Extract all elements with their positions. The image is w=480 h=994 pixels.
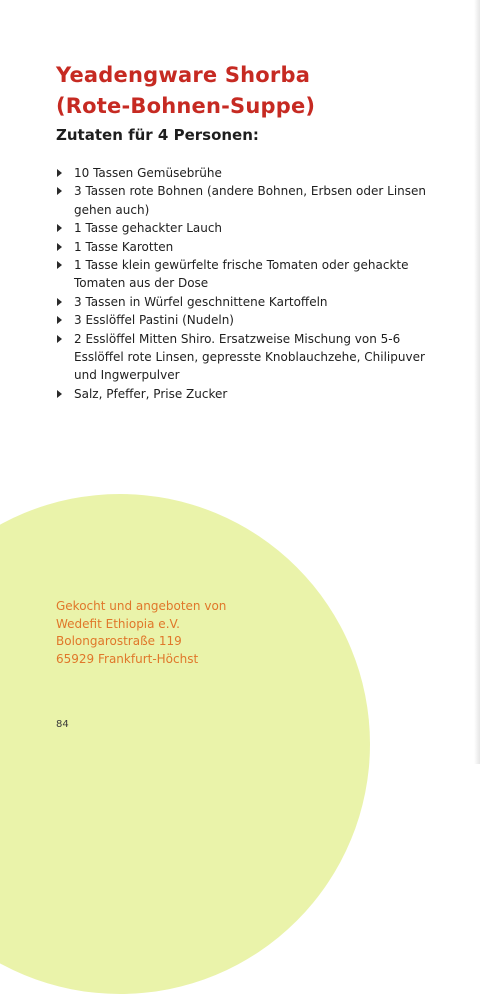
credit-city: 65929 Frankfurt-Höchst <box>56 651 199 666</box>
ingredient-text: 1 Tasse gehackter Lauch <box>74 221 223 236</box>
credit-street: Bolongarostraße 119 <box>56 634 182 648</box>
triangle-bullet-icon <box>57 316 62 324</box>
ingredient-text: 1 Tasse klein gewürfelte frische Tomaten oder gehackte Tomaten aus der Dose <box>74 258 409 291</box>
page-number: 84 <box>56 719 69 730</box>
recipe-credit <box>56 598 226 668</box>
ingredient-text: Salz, Pfeffer, Prise Zucker <box>74 386 228 401</box>
recipe-title-line-2: (Rote-Bohnen-Suppe) <box>56 94 316 118</box>
triangle-bullet-icon <box>57 169 62 177</box>
ingredients-heading: Zutaten für 4 Personen: <box>56 126 259 144</box>
ingredient-item <box>56 385 436 403</box>
triangle-bullet-icon <box>57 335 62 343</box>
recipe-title <box>56 60 315 122</box>
ingredient-item <box>56 293 436 311</box>
recipe-title-line-1: Yeadengware Shorba <box>56 63 311 87</box>
credit-organization: Wedefit Ethiopia e.V. <box>56 616 180 631</box>
triangle-bullet-icon <box>57 224 62 232</box>
ingredient-item <box>56 164 436 182</box>
ingredient-list <box>56 164 436 403</box>
ingredient-text: 10 Tassen Gemüsebrühe <box>74 166 222 180</box>
ingredient-item <box>56 219 436 237</box>
ingredient-text: 3 Tassen rote Bohnen (andere Bohnen, Erbsen oder Linsen gehen auch) <box>74 184 427 217</box>
ingredient-text: 3 Esslöffel Pastini (Nudeln) <box>74 313 234 328</box>
ingredient-text: 2 Esslöffel Mitten Shiro. Ersatzweise Mischung von 5-6 Esslöffel rote Linsen, gepresste Knoblauchzehe, Chilipuver und Ingwerpulver <box>74 331 425 383</box>
triangle-bullet-icon <box>57 187 62 195</box>
ingredient-text: 3 Tassen in Würfel geschnittene Kartoffeln <box>74 294 328 309</box>
triangle-bullet-icon <box>57 261 62 269</box>
page-edge-shadow <box>474 0 480 764</box>
credit-line: Gekocht und angeboten von <box>56 599 227 613</box>
ingredient-text: 1 Tasse Karotten <box>74 239 174 254</box>
ingredient-item <box>56 311 436 329</box>
ingredient-item <box>56 238 436 256</box>
triangle-bullet-icon <box>57 390 62 398</box>
ingredient-item <box>56 182 436 219</box>
decorative-green-circle <box>0 494 370 994</box>
ingredient-item <box>56 256 436 293</box>
ingredient-item <box>56 330 436 385</box>
triangle-bullet-icon <box>57 243 62 251</box>
triangle-bullet-icon <box>57 298 62 306</box>
